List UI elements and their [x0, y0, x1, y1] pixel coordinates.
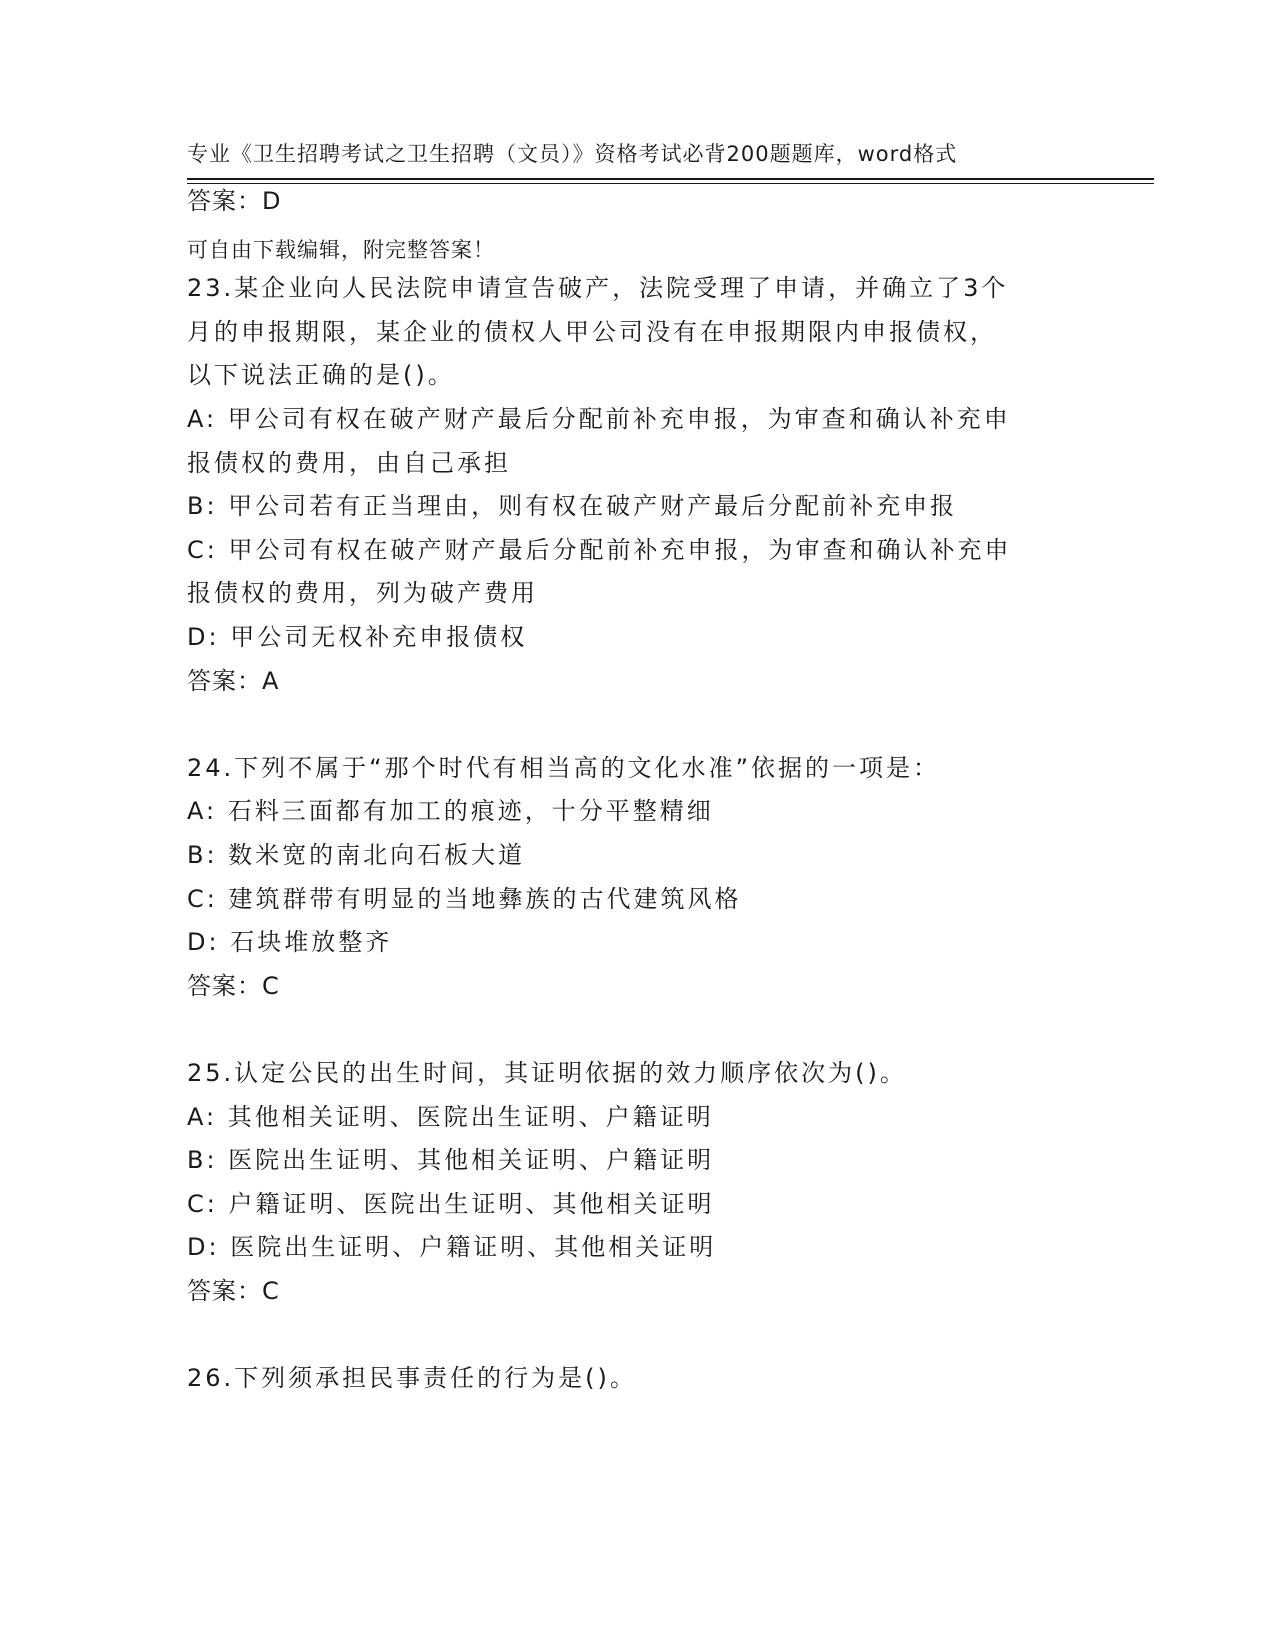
question-stem-line: 23.某企业向人民法院申请宣告破产，法院受理了申请，并确立了3个	[187, 274, 1009, 303]
option-line: A: 其他相关证明、医院出生证明、户籍证明	[187, 1102, 714, 1131]
question-stem-line: 24.下列不属于“那个时代有相当高的文化水准”依据的一项是：	[187, 753, 941, 782]
option-line: D: 医院出生证明、户籍证明、其他相关证明	[187, 1233, 717, 1262]
option-line: C: 甲公司有权在破产财产最后分配前补充申报，为审查和确认补充申	[187, 535, 1012, 564]
question-stem-line: 月的申报期限，某企业的债权人甲公司没有在申报期限内申报债权，	[187, 317, 997, 346]
option-line: B: 医院出生证明、其他相关证明、户籍证明	[187, 1146, 715, 1175]
option-line: A: 甲公司有权在破产财产最后分配前补充申报，为审查和确认补充申	[187, 405, 1011, 433]
header-divider-thick	[187, 178, 1154, 180]
answer-line: 答案：A	[187, 666, 280, 695]
option-line: 报债权的费用，列为破产费用	[187, 579, 538, 608]
option-line: B: 数米宽的南北向石板大道	[187, 841, 526, 869]
question-stem-line: 以下说法正确的是()。	[187, 361, 455, 390]
option-line: B: 甲公司若有正当理由，则有权在破产财产最后分配前补充申报	[187, 492, 958, 521]
question-stem-line: 26.下列须承担民事责任的行为是()。	[187, 1364, 637, 1393]
question-stem-line: 25.认定公民的出生时间，其证明依据的效力顺序依次为()。	[187, 1059, 907, 1087]
option-line: C: 户籍证明、医院出生证明、其他相关证明	[187, 1189, 715, 1218]
answer-line: 答案：C	[187, 1277, 280, 1305]
option-line: 报债权的费用，由自己承担	[187, 448, 511, 477]
option-line: D: 石块堆放整齐	[187, 928, 393, 957]
answer-line: 答案：D	[187, 187, 282, 215]
option-line: C: 建筑群带有明显的当地彝族的古代建筑风格	[187, 884, 742, 913]
answer-line: 答案：C	[187, 971, 280, 1000]
header-line-2: 可自由下载编辑，附完整答案！	[187, 238, 495, 262]
option-line: A: 石料三面都有加工的痕迹，十分平整精细	[187, 797, 714, 826]
option-line: D: 甲公司无权补充申报债权	[187, 623, 528, 651]
header-line-1: 专业《卫生招聘考试之卫生招聘（文员）》资格考试必背200题题库，word格式	[187, 142, 958, 166]
header-divider-thin	[187, 183, 1154, 184]
